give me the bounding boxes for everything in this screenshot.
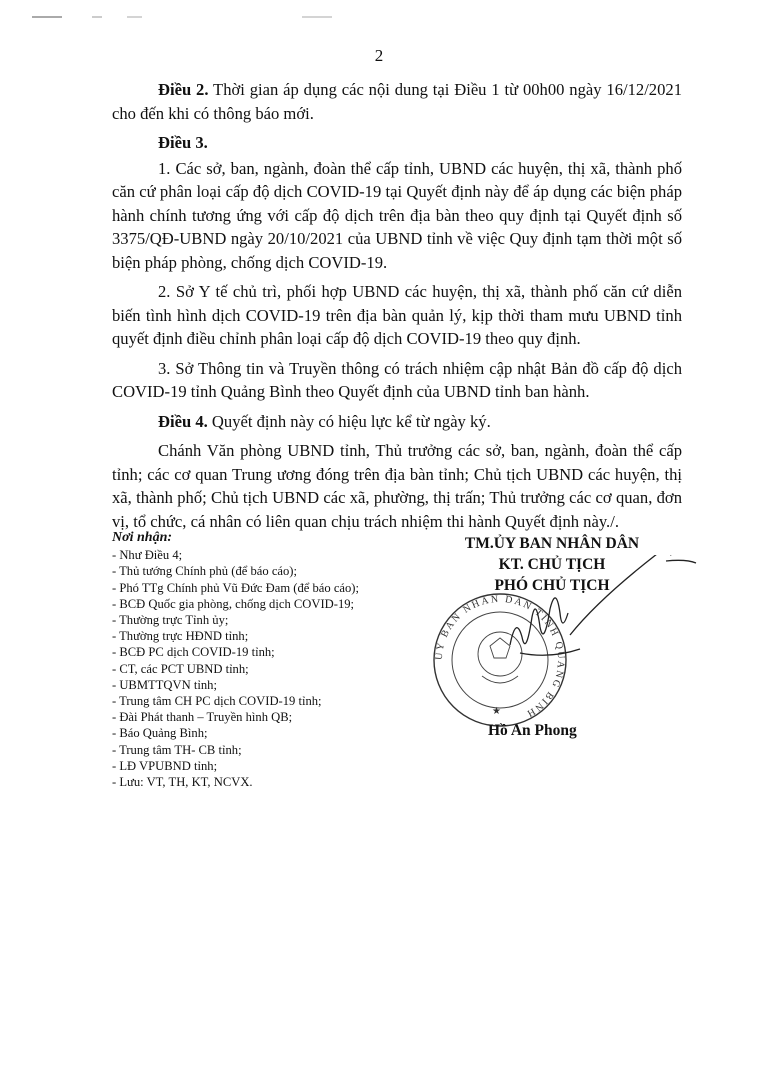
article-3-clause-3: 3. Sở Thông tin và Truyền thông có trách nhiệm cập nhật Bản đồ cấp độ dịch COVID-19 tỉnh Quảng Bình theo Quyết định của UBND tỉnh ban hành. bbox=[112, 358, 682, 401]
signer-name: Hồ An Phong bbox=[488, 722, 577, 739]
list-item: - Thủ tướng Chính phủ (để báo cáo); bbox=[112, 564, 297, 579]
article-4 bbox=[112, 410, 682, 434]
article-3-heading bbox=[112, 131, 682, 155]
article-lead: Điều 4. bbox=[158, 411, 208, 431]
scan-marks bbox=[32, 8, 352, 18]
signature-line-3: PHÓ CHỦ TỊCH bbox=[494, 577, 610, 594]
list-item: - BCĐ PC dịch COVID-19 tỉnh; bbox=[112, 645, 275, 660]
list-item: - UBMTTQVN tỉnh; bbox=[112, 677, 217, 692]
list-item: - Trung tâm TH- CB tỉnh; bbox=[112, 742, 242, 757]
list-item: - Thường trực Tỉnh ủy; bbox=[112, 613, 229, 628]
implementation-clause: Chánh Văn phòng UBND tỉnh, Thủ trưởng các sở, ban, ngành, đoàn thể cấp tỉnh; các cơ quan Trung ương đóng trên địa bàn tỉnh; Chủ tịch UBND các huyện, thị xã, thành phố; Chủ tịch UBND các xã, phường, thị trấn; Thủ trưởng các cơ quan, đơn vị, tổ chức, cá nhân có liên quan chịu trách nhiệm thi hành Quyết định này./. bbox=[112, 441, 682, 531]
list-item: - Phó TTg Chính phủ Vũ Đức Đam (để báo cáo); bbox=[112, 580, 359, 595]
handwritten-signature bbox=[480, 555, 710, 695]
signature-line-1: TM.ỦY BAN NHÂN DÂN bbox=[464, 535, 640, 552]
article-lead: Điều 3. bbox=[158, 133, 208, 152]
list-item: - Trung tâm CH PC dịch COVID-19 tỉnh; bbox=[112, 694, 322, 709]
recipients-list bbox=[112, 547, 412, 790]
page-number: 2 bbox=[374, 46, 384, 65]
recipients-block bbox=[112, 530, 412, 790]
recipients-heading: Nơi nhận: bbox=[112, 530, 173, 545]
list-item: - Như Điều 4; bbox=[112, 548, 183, 563]
article-lead: Điều 2. bbox=[158, 80, 209, 99]
article-text: Quyết định này có hiệu lực kể từ ngày ký. bbox=[207, 411, 491, 431]
article-3-clause-2: 2. Sở Y tế chủ trì, phối hợp UBND các huyện, thị xã, thành phố căn cứ diễn biến tình hình dịch COVID-19 trên địa bàn quản lý, kịp thời tham mưu UBND tỉnh quyết định điều chỉnh phân loại cấp độ dịch COVID-19 theo quy định. bbox=[112, 282, 682, 348]
article-2 bbox=[112, 78, 682, 125]
article-3-clause-1: 1. Các sở, ban, ngành, đoàn thể cấp tỉnh, UBND các huyện, thị xã, thành phố căn cứ phân loại cấp độ dịch COVID-19 tại Quyết định này để áp dụng các biện pháp hành chính tương ứng với cấp độ dịch trên địa bàn theo quy định tại Quyết định số 3375/QĐ-UBND ngày 20/10/2021 của UBND tỉnh về việc Quy định tạm thời một số biện pháp phòng, chống dịch COVID-19. bbox=[112, 158, 682, 272]
list-item: - Lưu: VT, TH, KT, NCVX. bbox=[112, 775, 253, 790]
seal-star-icon: ★ bbox=[492, 706, 501, 717]
signature-line-2: KT. CHỦ TỊCH bbox=[498, 556, 606, 573]
list-item: - CT, các PCT UBND tỉnh; bbox=[112, 661, 249, 676]
list-item: - BCĐ Quốc gia phòng, chống dịch COVID-19; bbox=[112, 596, 355, 611]
list-item: - LĐ VPUBND tỉnh; bbox=[112, 758, 218, 773]
seal-ring-text: ỦY BAN NHÂN DÂN TỈNH QUẢNG BÌNH bbox=[433, 593, 567, 720]
document-body bbox=[112, 78, 682, 539]
list-item: - Đài Phát thanh – Truyền hình QB; bbox=[112, 710, 293, 725]
article-text: Thời gian áp dụng các nội dung tại Điều 1 từ 00h00 ngày 16/12/2021 cho đến khi có thông báo mới. bbox=[112, 80, 682, 123]
list-item: - Báo Quảng Bình; bbox=[112, 726, 208, 741]
list-item: - Thường trực HĐND tỉnh; bbox=[112, 629, 249, 644]
